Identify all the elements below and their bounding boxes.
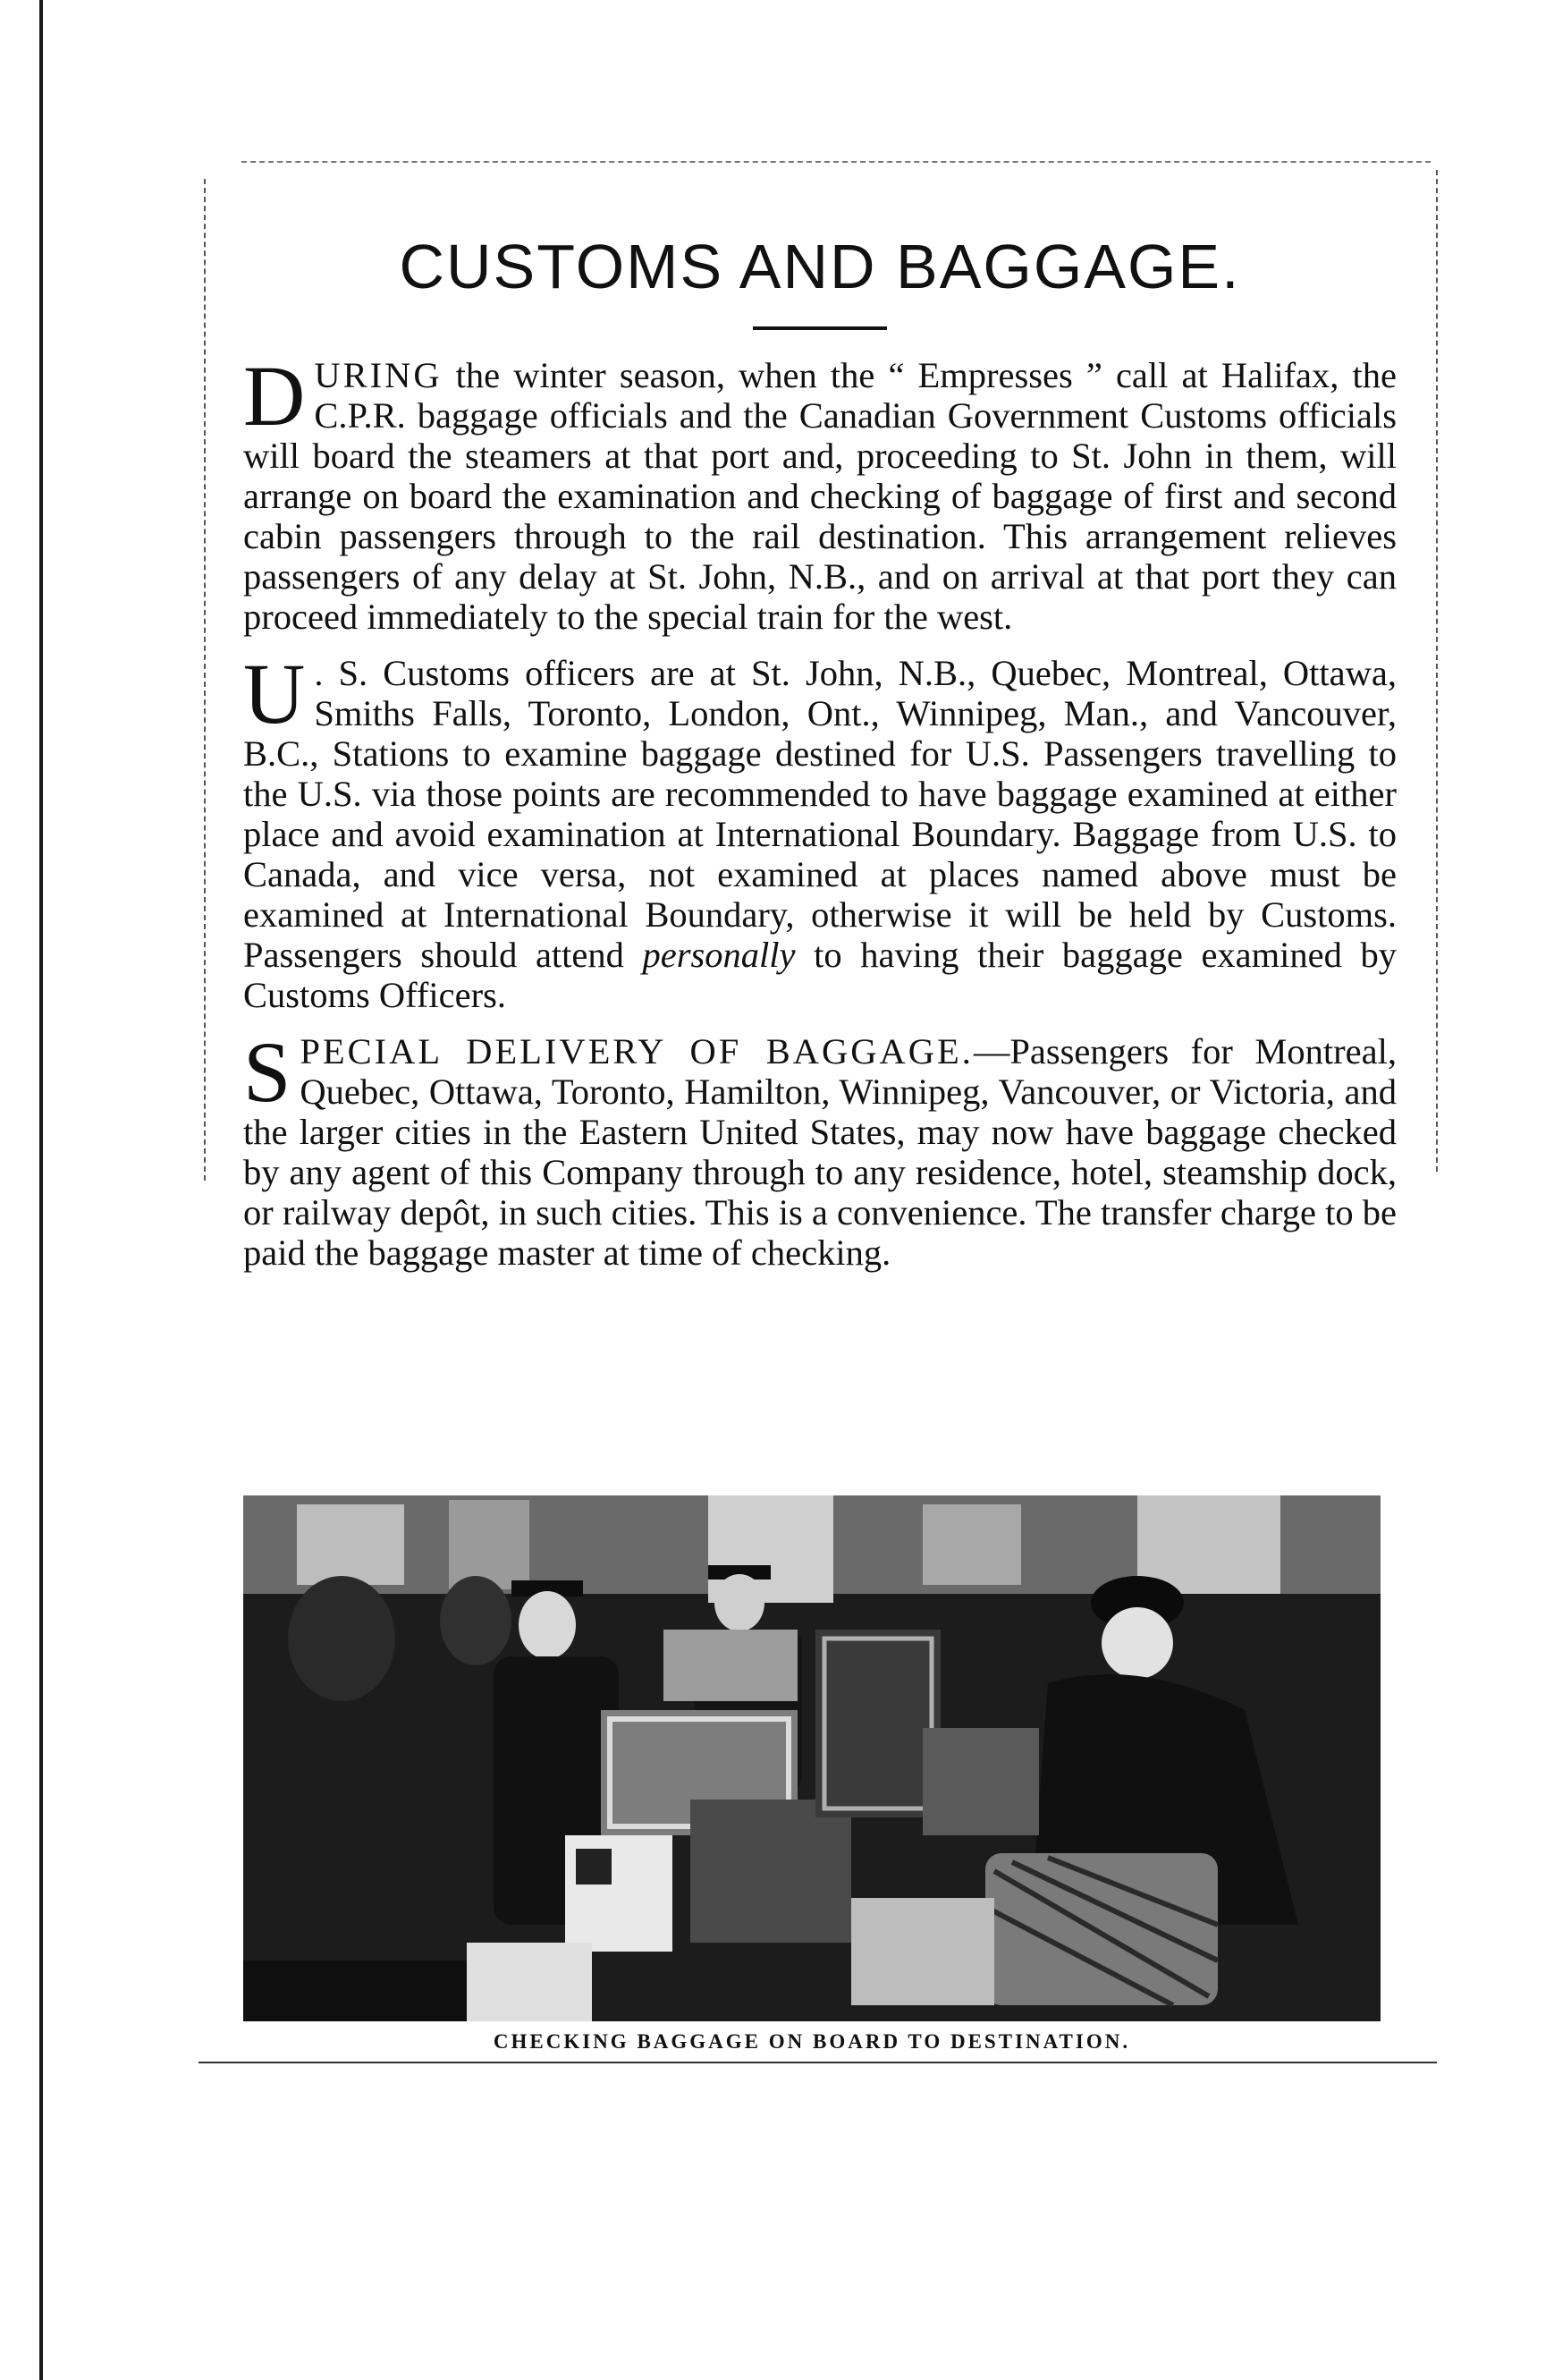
dropcap: D: [243, 348, 306, 444]
lead-text: . S.: [314, 653, 368, 693]
dropcap: S: [243, 1024, 291, 1120]
binding-edge-line: [39, 0, 43, 2380]
dropcap: U: [243, 646, 306, 741]
paragraph-text: the winter season, when the “ Empresses ” call at Halifax, the C.P.R. baggage officials and the Canadian Government Customs officials will board the steamers at that port and, proceeding to St. John in them, will arrange on board the examination and checking of baggage of first and second cabin passengers through to the rail destination. This arrangement relieves passengers of any delay at St. John, N.B., and on arrival at that port they can proceed immediately to the special train for the west.: [243, 355, 1397, 637]
page-frame-left: [204, 179, 207, 1181]
page-frame-bottom: [198, 2062, 1437, 2063]
figure-caption: CHECKING BAGGAGE ON BOARD TO DESTINATION.: [493, 2030, 1131, 2053]
page-title: CUSTOMS AND BAGGAGE.: [399, 232, 1241, 301]
paragraph-text-end: to having their baggage examined by Customs Officers.: [243, 935, 1397, 1015]
lead-caps: PECIAL DELIVERY OF BAGGAGE.: [300, 1031, 974, 1071]
title-rule: [753, 326, 887, 330]
photo-illustration: [243, 1495, 1381, 2021]
emphasis-text: personally: [642, 935, 796, 975]
paragraph-special-delivery: [243, 1024, 1398, 1273]
paragraph-text: —Passengers for Montreal, Quebec, Ottawa, Toronto, Hamilton, Winnipeg, Vancouver, or Victoria, and the larger cities in the Eastern United States, may now have baggage checked by any agent of this Company through to any residence, hotel, steamship dock, or railway depôt, in such cities. This is a convenience. The transfer charge to be paid the baggage master at time of checking.: [243, 1031, 1398, 1273]
paragraph-text: Customs officers are at St. John, N.B., Quebec, Montreal, Ottawa, Smiths Falls, Toronto, London, Ont., Winnipeg, Man., and Vancouver, B.C., Stations to examine baggage destined for U.S. Passengers travelling to the U.S. via those points are recommended to have baggage examined at either place and avoid examination at International Boundary. Baggage from U.S. to Canada, and vice versa, not examined at places named above must be examined at International Boundary, otherwise it will be held by Customs. Passengers should attend: [243, 653, 1397, 975]
page-frame-top: [241, 161, 1431, 163]
page-content: [243, 215, 1397, 1289]
paragraph-winter-season: [243, 348, 1397, 637]
baggage-photograph: [243, 1495, 1381, 2021]
paragraph-us-customs: [243, 646, 1397, 1015]
lead-caps: URING: [314, 355, 443, 395]
page-frame-right: [1436, 170, 1440, 1172]
